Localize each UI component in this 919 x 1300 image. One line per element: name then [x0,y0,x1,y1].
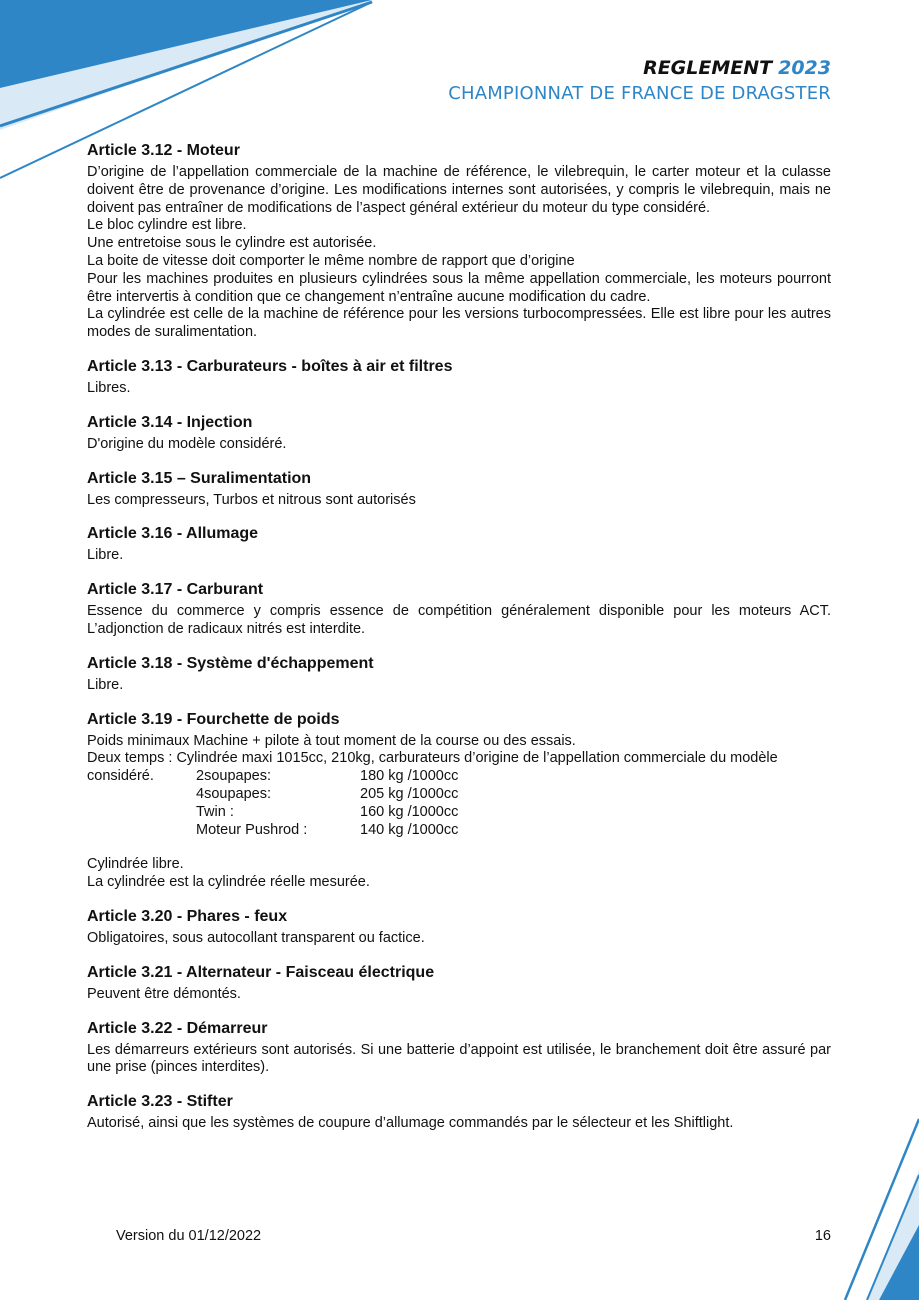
table-row [87,804,458,822]
document-header [448,57,831,104]
table-row [87,786,458,804]
article-title: Article 3.12 - Moteur [87,142,240,159]
article-3-22 [87,1019,831,1078]
page-content [87,141,831,1148]
article-text: Les démarreurs extérieurs sont autorisés. Si une batterie d’appoint est utilisée, le branchement doit être assuré par une prise (pinces interdites). [87,1041,831,1076]
article-title: Article 3.13 - Carburateurs - boîtes à air et filtres [87,357,453,375]
article-text: La cylindrée est la cylindrée réelle mesurée. [87,874,370,891]
header-title-line [448,57,831,79]
article-text: Autorisé, ainsi que les systèmes de coupure d’allumage commandés par le sélecteur et les Shiftlight. [87,1115,734,1132]
article-title: Article 3.14 - Injection [87,413,253,431]
header-title: REGLEMENT [643,57,773,79]
article-title: Article 3.19 - Fourchette de poids [87,710,340,728]
article-text: Deux temps : Cylindrée maxi 1015cc, 210kg, carburateurs d’origine de l’appellation commerciale du modèle [87,750,778,767]
weight-value: 205 kg /1000cc [360,785,459,802]
article-text: Obligatoires, sous autocollant transparent ou factice. [87,929,425,946]
article-title: Article 3.18 - Système d'échappement [87,654,374,672]
article-3-18 [87,654,831,695]
article-3-20 [87,907,831,948]
weight-type: Twin : [196,803,234,820]
article-title: Article 3.21 - Alternateur - Faisceau électrique [87,963,435,981]
article-text: Libre. [87,547,124,564]
article-title: Article 3.15 – Suralimentation [87,469,312,487]
header-year: 2023 [778,57,831,79]
footer-swoosh-decoration [839,1115,919,1300]
article-3-17 [87,580,831,639]
article-3-21 [87,963,831,1004]
article-3-12 [87,141,831,342]
article-text: D’origine de l’appellation commerciale de la machine de référence, le vilebrequin, le carter moteur et la culasse doivent être de provenance d’origine. Les modifications internes sont autorisées, y compris le vilebrequin, mais ne doivent pas entraîner de modifications de l’aspect général extérieur du moteur du type considéré. [87,164,831,216]
article-title: Article 3.17 - Carburant [87,581,264,599]
article-text: La boite de vitesse doit comporter le même nombre de rapport que d’origine [87,252,575,269]
article-text: Le bloc cylindre est libre. [87,217,247,234]
article-3-15 [87,469,831,510]
weight-type: Moteur Pushrod : [196,821,308,838]
weight-type: 4soupapes: [196,785,271,802]
article-3-23 [87,1092,831,1133]
page-number: 16 [814,1228,831,1244]
article-text: Poids minimaux Machine + pilote à tout moment de la course ou des essais. [87,732,576,749]
article-3-16 [87,524,831,565]
article-text: Peuvent être démontés. [87,985,241,1002]
weight-type: 2soupapes: [196,768,271,785]
footer-version: Version du 01/12/2022 [116,1228,262,1244]
article-text: Libre. [87,676,124,693]
article-3-14 [87,413,831,454]
article-3-19 [87,710,831,892]
article-text: Cylindrée libre. [87,856,184,873]
article-text: Essence du commerce y compris essence de compétition généralement disponible pour les moteurs ACT. L’adjonction de radicaux nitrés est interdite. [87,603,831,637]
weight-table [87,768,458,839]
table-lead: considéré. [87,768,154,785]
article-text: Libres. [87,379,131,396]
header-subtitle: CHAMPIONNAT DE FRANCE DE DRAGSTER [448,83,831,104]
article-3-13 [87,357,831,398]
weight-value: 180 kg /1000cc [360,768,459,785]
table-row [87,768,458,786]
article-title: Article 3.16 - Allumage [87,525,259,543]
article-text: Les compresseurs, Turbos et nitrous sont autorisés [87,491,416,508]
article-title: Article 3.20 - Phares - feux [87,907,288,925]
article-text: Une entretoise sous le cylindre est autorisée. [87,235,377,252]
weight-value: 140 kg /1000cc [360,821,459,838]
article-title: Article 3.22 - Démarreur [87,1019,268,1037]
article-title: Article 3.23 - Stifter [87,1093,233,1111]
article-text: D'origine du modèle considéré. [87,435,287,452]
article-text: Pour les machines produites en plusieurs cylindrées sous la même appellation commerciale, les moteurs pourront être intervertis à condition que ce changement n’entraîne aucune modification du cadre. [87,270,831,305]
weight-value: 160 kg /1000cc [360,803,459,820]
table-row [87,822,458,840]
article-text: La cylindrée est celle de la machine de référence pour les versions turbocompressées. Elle est libre pour les autres modes de suralimentation. [87,306,831,341]
